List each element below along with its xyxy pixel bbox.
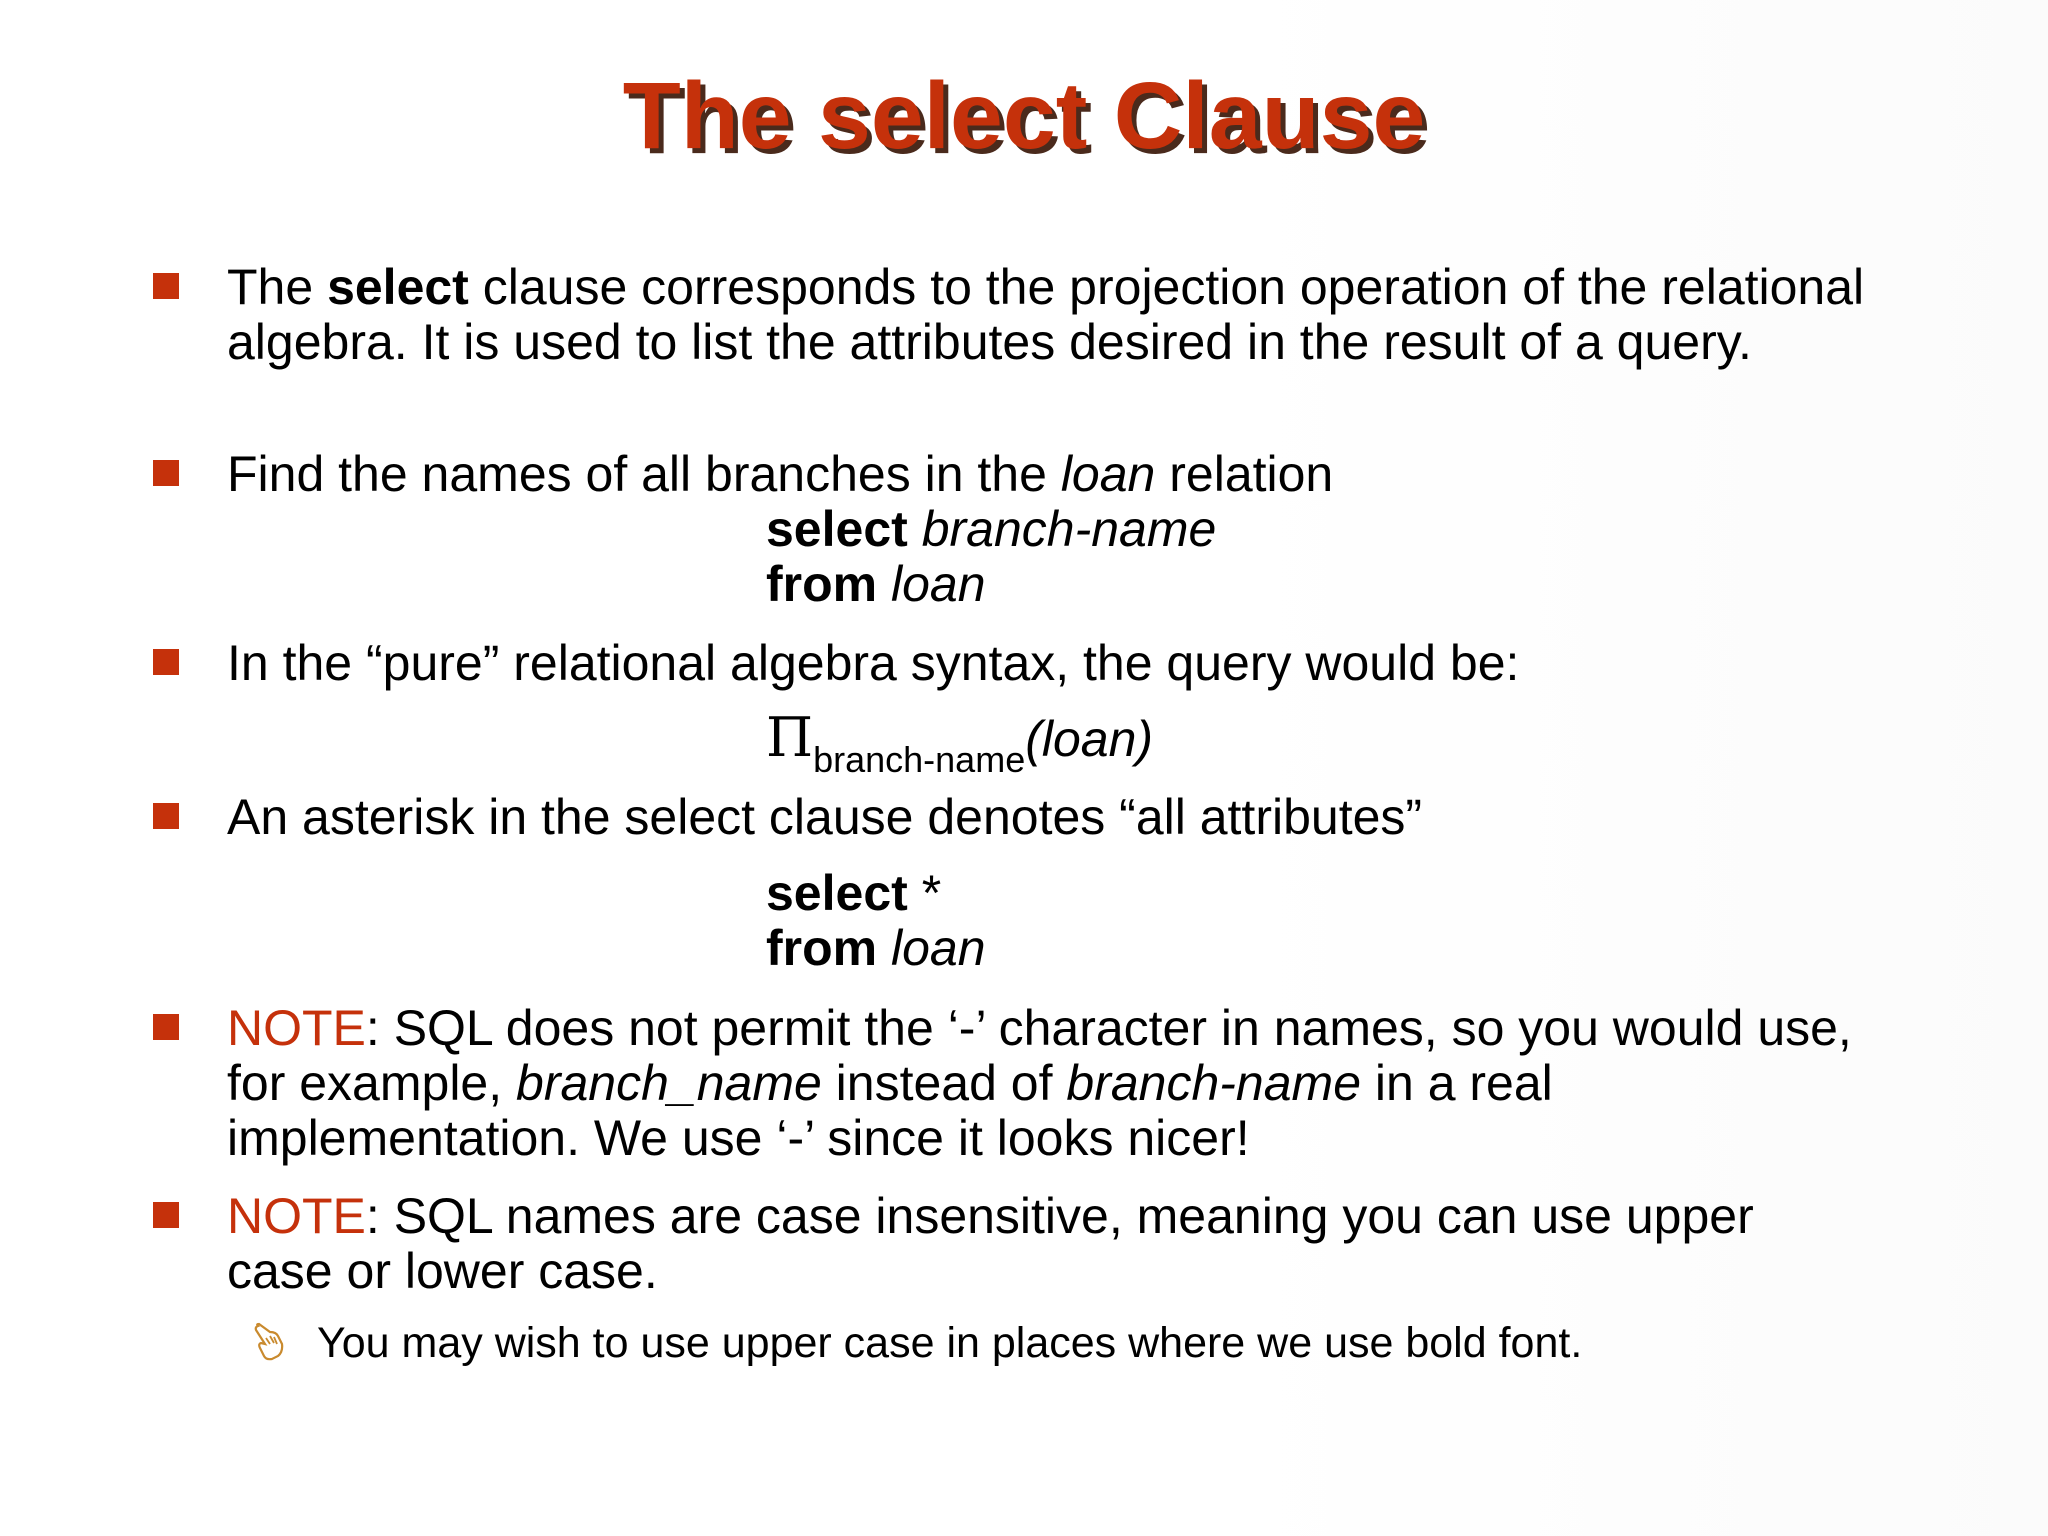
bullet-text: NOTE: SQL does not permit the ‘-’ character in names, so you would use, for example, branch_name instead of branch-name in a real implementation. We use ‘-’ since it looks nicer! [227,1000,1852,1166]
bullet-marker [153,273,179,299]
bullet-marker [153,1014,179,1040]
relational-algebra-formula [766,706,1154,780]
formula-subscript: branch-name [813,739,1026,780]
bullet-text: An asterisk in the select clause denotes “all attributes” [227,789,1423,845]
bullet-marker [153,1202,179,1228]
bullet-text: In the “pure” relational algebra syntax, the query would be: [227,635,1520,691]
sub-bullet-text: You may wish to use upper case in places where we use bold font. [317,1319,1583,1367]
bullet-marker [153,460,179,486]
note-label: NOTE [227,1188,366,1244]
bullet-text: NOTE: SQL names are case insensitive, meaning you can use upper case or lower case. [227,1188,1754,1299]
code-line: select branch-name [766,501,1217,557]
code-line: from loan [766,556,986,612]
pointing-hand-icon [252,1322,286,1362]
code-line: select * [766,865,942,921]
slide-title: The select Clause [622,63,1426,169]
note-label: NOTE [227,1000,366,1056]
pi-symbol: Π [766,706,814,769]
bullet-marker [153,803,179,829]
sql-code-block [766,502,1216,612]
formula-argument: (loan) [1025,711,1154,767]
bullet-text: The select clause corresponds to the projection operation of the relational algebra. It is used to list the attributes desired in the result of a query. [227,259,1865,370]
bullet-marker [153,649,179,675]
code-line: from loan [766,920,986,976]
bullet-text: Find the names of all branches in the loan relation [227,446,1334,502]
sql-code-block [766,866,986,976]
